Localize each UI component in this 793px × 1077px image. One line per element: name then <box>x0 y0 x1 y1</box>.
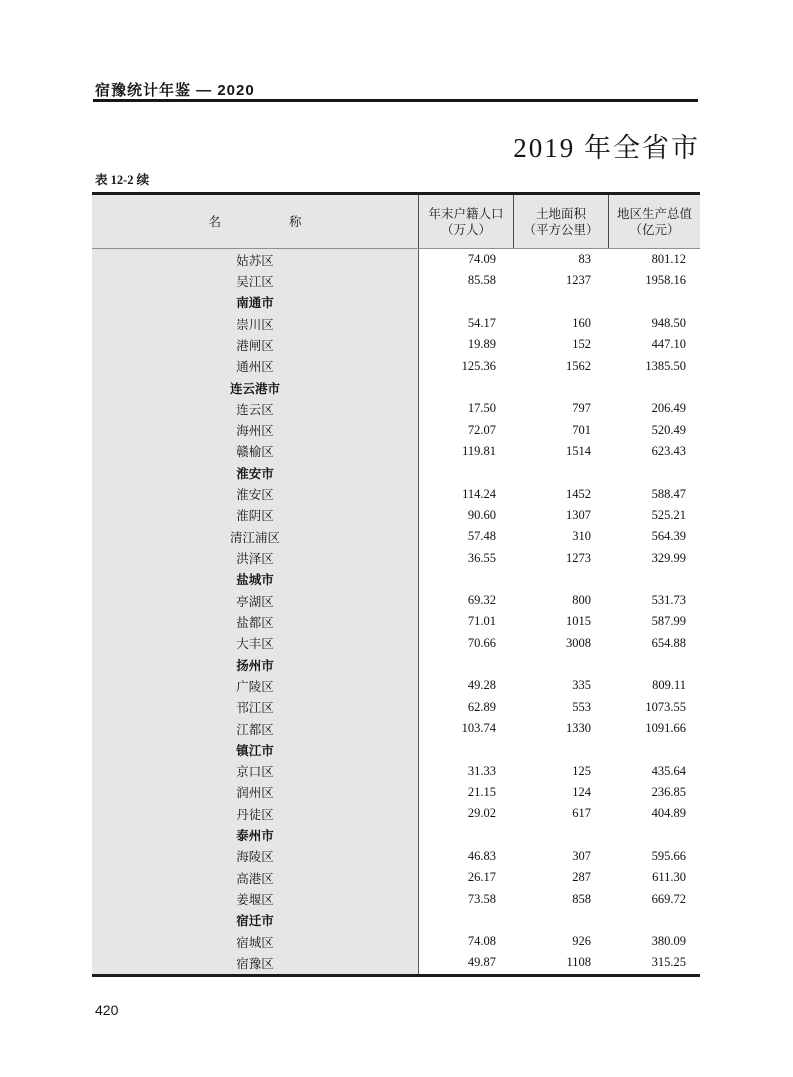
table-header-row <box>92 195 700 249</box>
cell-pop <box>419 292 514 313</box>
cell-pop: 62.89 <box>467 699 496 714</box>
cell-name: 通州区 <box>92 356 419 377</box>
cell-gdp: 531.73 <box>651 593 686 608</box>
table-row <box>92 846 700 867</box>
table-row <box>92 867 700 888</box>
cell-area <box>514 569 609 590</box>
cell-pop <box>419 569 514 590</box>
cell-name: 南通市 <box>92 292 419 313</box>
cell-area: 553 <box>572 699 591 714</box>
table-row <box>92 462 700 483</box>
table-row <box>92 782 700 803</box>
cell-area: 617 <box>572 806 591 821</box>
cell-area: 1237 <box>566 273 591 288</box>
cell-name: 海陵区 <box>92 846 419 867</box>
table-row <box>92 633 700 654</box>
cell-pop: 72.07 <box>467 422 496 437</box>
table-row <box>92 569 700 590</box>
cell-gdp <box>609 569 700 590</box>
cell-area <box>514 462 609 483</box>
table-row <box>92 654 700 675</box>
table-row <box>92 697 700 718</box>
cell-gdp <box>609 377 700 398</box>
statistics-table <box>92 192 700 977</box>
cell-gdp <box>609 910 700 931</box>
cell-area <box>514 739 609 760</box>
cell-name: 丹徒区 <box>92 803 419 824</box>
table-row <box>92 675 700 696</box>
cell-name: 盐城市 <box>92 569 419 590</box>
cell-area: 3008 <box>566 635 591 650</box>
cell-area: 160 <box>572 316 591 331</box>
cell-name: 洪泽区 <box>92 547 419 568</box>
table-row <box>92 526 700 547</box>
cell-name: 淮安区 <box>92 483 419 504</box>
cell-pop: 46.83 <box>467 848 496 863</box>
cell-area: 926 <box>572 934 591 949</box>
table-row <box>92 249 700 270</box>
cell-area: 152 <box>572 337 591 352</box>
cell-area: 1307 <box>566 507 591 522</box>
cell-name: 清江浦区 <box>92 526 419 547</box>
cell-pop: 54.17 <box>467 316 496 331</box>
cell-gdp: 435.64 <box>651 763 686 778</box>
cell-pop <box>419 739 514 760</box>
column-header-name-left: 名 <box>208 214 221 229</box>
table-row <box>92 313 700 334</box>
cell-name: 京口区 <box>92 761 419 782</box>
column-header-land-area: 土地面积 （平方公里） <box>514 195 609 248</box>
cell-name: 盐都区 <box>92 611 419 632</box>
table-row <box>92 761 700 782</box>
cell-name: 淮安市 <box>92 462 419 483</box>
cell-gdp: 669.72 <box>651 891 686 906</box>
header-rule <box>93 99 698 102</box>
table-row <box>92 739 700 760</box>
cell-gdp: 380.09 <box>651 934 686 949</box>
column-header-name-right: 称 <box>289 214 302 229</box>
cell-area: 1514 <box>566 443 591 458</box>
cell-name: 高港区 <box>92 867 419 888</box>
cell-area <box>514 654 609 675</box>
cell-name: 姑苏区 <box>92 249 419 270</box>
cell-name: 姜堰区 <box>92 888 419 909</box>
cell-name: 泰州市 <box>92 824 419 845</box>
cell-name: 江都区 <box>92 718 419 739</box>
cell-area <box>514 910 609 931</box>
cell-name: 赣榆区 <box>92 441 419 462</box>
cell-pop: 74.09 <box>467 252 496 267</box>
cell-name: 吴江区 <box>92 270 419 291</box>
cell-gdp: 1073.55 <box>645 699 686 714</box>
cell-gdp: 404.89 <box>651 806 686 821</box>
cell-pop: 69.32 <box>467 593 496 608</box>
cell-area: 701 <box>572 422 591 437</box>
cell-pop: 85.58 <box>467 273 496 288</box>
cell-gdp: 588.47 <box>651 486 686 501</box>
cell-area: 335 <box>572 678 591 693</box>
section-title: 2019 年全省市 <box>513 133 700 163</box>
cell-pop <box>419 910 514 931</box>
table-row <box>92 377 700 398</box>
cell-pop: 29.02 <box>467 806 496 821</box>
cell-area: 1273 <box>566 550 591 565</box>
cell-name: 淮阴区 <box>92 505 419 526</box>
cell-pop: 125.36 <box>461 358 496 373</box>
cell-gdp: 525.21 <box>651 507 686 522</box>
cell-area: 287 <box>572 870 591 885</box>
cell-gdp: 236.85 <box>651 784 686 799</box>
table-row <box>92 292 700 313</box>
cell-name: 连云港市 <box>92 377 419 398</box>
cell-area: 307 <box>572 848 591 863</box>
table-row <box>92 718 700 739</box>
cell-pop: 31.33 <box>467 763 496 778</box>
cell-gdp: 595.66 <box>651 848 686 863</box>
cell-gdp: 611.30 <box>652 870 686 885</box>
table-row <box>92 270 700 291</box>
cell-pop: 21.15 <box>467 784 496 799</box>
cell-gdp: 1091.66 <box>645 721 686 736</box>
cell-area: 1108 <box>566 955 591 970</box>
cell-gdp: 587.99 <box>651 614 686 629</box>
cell-pop: 73.58 <box>467 891 496 906</box>
cell-area: 1562 <box>566 358 591 373</box>
cell-name: 邗江区 <box>92 697 419 718</box>
column-header-gdp: 地区生产总值 （亿元） <box>616 206 692 237</box>
cell-gdp <box>609 462 700 483</box>
cell-pop <box>419 654 514 675</box>
cell-gdp: 654.88 <box>651 635 686 650</box>
cell-pop: 74.08 <box>467 934 496 949</box>
cell-gdp: 1385.50 <box>645 358 686 373</box>
cell-name: 宿城区 <box>92 931 419 952</box>
table-caption: 表 12-2 续 <box>95 173 150 187</box>
cell-pop: 114.24 <box>462 486 496 501</box>
cell-area: 858 <box>572 891 591 906</box>
table-row <box>92 547 700 568</box>
cell-name: 宿迁市 <box>92 910 419 931</box>
page-number: 420 <box>95 1002 119 1018</box>
cell-name: 港闸区 <box>92 334 419 355</box>
cell-name: 镇江市 <box>92 739 419 760</box>
book-title: 宿豫统计年鉴 — 2020 <box>95 82 255 99</box>
table-row <box>92 441 700 462</box>
cell-gdp: 447.10 <box>651 337 686 352</box>
column-header-population: 年末户籍人口 （万人） <box>419 195 514 248</box>
cell-area: 124 <box>572 784 591 799</box>
cell-gdp <box>609 824 700 845</box>
cell-area: 310 <box>572 529 591 544</box>
cell-pop: 57.48 <box>467 529 496 544</box>
cell-pop: 49.87 <box>467 955 496 970</box>
table-row <box>92 420 700 441</box>
cell-gdp <box>609 654 700 675</box>
cell-gdp: 206.49 <box>651 401 686 416</box>
cell-gdp: 809.11 <box>652 678 686 693</box>
cell-pop: 49.28 <box>467 678 496 693</box>
cell-area: 83 <box>578 252 591 267</box>
cell-area: 797 <box>572 401 591 416</box>
cell-gdp: 329.99 <box>651 550 686 565</box>
table-row <box>92 910 700 931</box>
cell-name: 宿豫区 <box>92 952 419 973</box>
cell-area: 125 <box>572 763 591 778</box>
table-row <box>92 611 700 632</box>
cell-pop <box>419 377 514 398</box>
table-row <box>92 803 700 824</box>
cell-pop: 70.66 <box>467 635 496 650</box>
table-row <box>92 931 700 952</box>
cell-gdp <box>609 292 700 313</box>
table-row <box>92 334 700 355</box>
cell-gdp: 520.49 <box>651 422 686 437</box>
table-row <box>92 952 700 973</box>
cell-gdp: 1958.16 <box>645 273 686 288</box>
cell-pop: 103.74 <box>461 721 496 736</box>
cell-gdp: 564.39 <box>651 529 686 544</box>
table-row <box>92 888 700 909</box>
cell-area: 1452 <box>566 486 591 501</box>
cell-pop: 17.50 <box>467 401 496 416</box>
table-body <box>92 249 700 974</box>
column-header-name <box>92 195 419 248</box>
cell-gdp: 315.25 <box>651 955 686 970</box>
cell-pop: 119.81 <box>462 443 496 458</box>
cell-pop: 90.60 <box>467 507 496 522</box>
cell-gdp: 801.12 <box>651 252 686 267</box>
table-row <box>92 483 700 504</box>
cell-pop <box>419 462 514 483</box>
cell-name: 海州区 <box>92 420 419 441</box>
cell-name: 崇川区 <box>92 313 419 334</box>
cell-name: 广陵区 <box>92 675 419 696</box>
table-row <box>92 824 700 845</box>
cell-pop: 26.17 <box>467 870 496 885</box>
table-row <box>92 356 700 377</box>
cell-area: 1015 <box>566 614 591 629</box>
cell-name: 亭湖区 <box>92 590 419 611</box>
cell-name: 连云区 <box>92 398 419 419</box>
cell-area <box>514 377 609 398</box>
cell-area: 800 <box>572 593 591 608</box>
cell-name: 扬州市 <box>92 654 419 675</box>
cell-area <box>514 292 609 313</box>
table-row <box>92 590 700 611</box>
cell-area: 1330 <box>566 721 591 736</box>
cell-pop: 36.55 <box>467 550 496 565</box>
table-row <box>92 398 700 419</box>
cell-pop: 71.01 <box>467 614 496 629</box>
cell-pop: 19.89 <box>467 337 496 352</box>
table-row <box>92 505 700 526</box>
cell-name: 润州区 <box>92 782 419 803</box>
cell-gdp: 623.43 <box>651 443 686 458</box>
cell-gdp: 948.50 <box>651 316 686 331</box>
cell-pop <box>419 824 514 845</box>
cell-area <box>514 824 609 845</box>
cell-name: 大丰区 <box>92 633 419 654</box>
cell-gdp <box>609 739 700 760</box>
